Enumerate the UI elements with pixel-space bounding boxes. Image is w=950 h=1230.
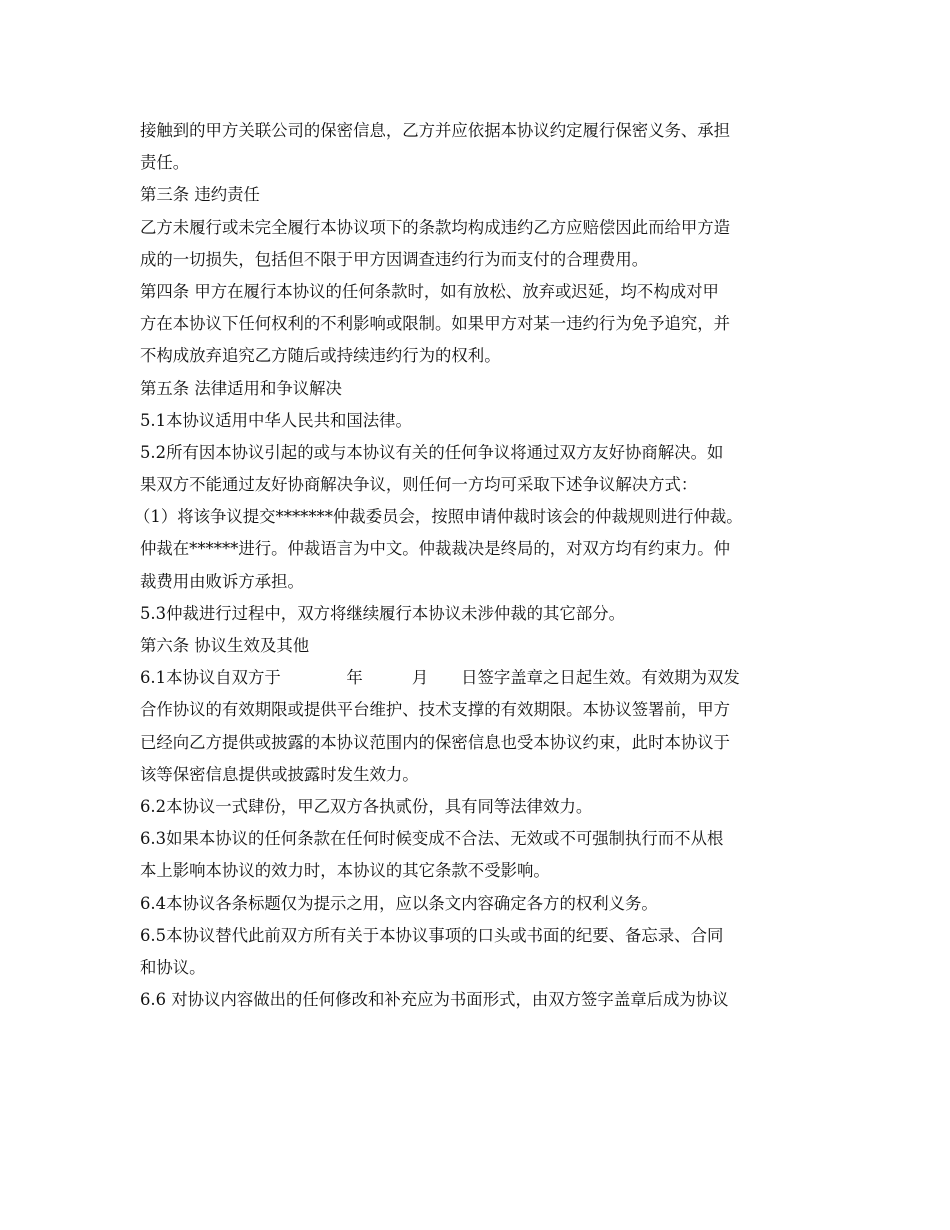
text-line: 该等保密信息提供或披露时发生效力。: [140, 764, 419, 784]
text-line: 责任。: [140, 153, 190, 173]
text-line: 本上影响本协议的效力时，本协议的其它条款不受影响。: [140, 861, 550, 881]
text-line: 5.1本协议适用中华人民共和国法律。: [140, 410, 412, 430]
text-line: 方在本协议下任何权利的不利影响或限制。如果甲方对某一违约行为免予追究，并: [140, 314, 731, 334]
text-line: 和协议。: [140, 957, 206, 977]
text-line: 乙方未履行或未完全履行本协议项下的条款均构成违约乙方应赔偿因此而给甲方造: [140, 217, 731, 237]
text-line: 果双方不能通过友好协商解决争议，则任何一方均可采取下述争议解决方式：: [140, 475, 698, 495]
text-line: 不构成放弃追究乙方随后或持续违约行为的权利。: [140, 346, 501, 366]
text-line: 6.4本协议各条标题仅为提示之用，应以条文内容确定各方的权利义务。: [140, 893, 658, 913]
text-line: 已经向乙方提供或披露的本协议范围内的保密信息也受本协议约束，此时本协议于: [140, 732, 731, 752]
text-line: 6.6 对协议内容做出的任何修改和补充应为书面形式，由双方签字盖章后成为协议: [140, 990, 729, 1010]
text-line: 成的一切损失，包括但不限于甲方因调查违约行为而支付的合理费用。: [140, 249, 649, 269]
text-line: 第四条 甲方在履行本协议的任何条款时，如有放松、放弃或迟延，均不构成对甲: [140, 281, 719, 301]
text-line: 合作协议的有效期限或提供平台维护、技术支撑的有效期限。本协议签署前，甲方: [140, 700, 731, 720]
text-line: （1）将该争议提交*******仲裁委员会，按照申请仲裁时该会的仲裁规则进行仲裁。: [134, 507, 743, 527]
text-line: 5.2所有因本协议引起的或与本协议有关的任何争议将通过双方友好协商解决。如: [140, 442, 724, 462]
text-line: 6.5本协议替代此前双方所有关于本协议事项的口头或书面的纪要、备忘录、合同: [140, 925, 724, 945]
text-line: 5.3仲裁进行过程中，双方将继续履行本协议未涉仲裁的其它部分。: [140, 603, 626, 623]
text-line: 6.1本协议自双方于 年 月 日签字盖章之日起生效。有效期为双发: [140, 668, 740, 688]
article-heading: 第六条 协议生效及其他: [140, 636, 310, 655]
text-line: 6.3如果本协议的任何条款在任何时候变成不合法、无效或不可强制执行而不从根: [140, 829, 724, 849]
text-line: 裁费用由败诉方承担。: [140, 571, 304, 591]
document-body: [134, 115, 820, 1016]
article-heading: 第五条 法律适用和争议解决: [140, 378, 342, 398]
article-heading: 第三条 违约责任: [140, 185, 260, 205]
text-line: 6.2本协议一式肆份，甲乙双方各执贰份，具有同等法律效力。: [140, 796, 593, 816]
text-line: 仲裁在******进行。仲裁语言为中文。仲裁裁决是终局的，对双方均有约束力。仲: [140, 539, 731, 559]
text-line: 接触到的甲方关联公司的保密信息，乙方并应依据本协议约定履行保密义务、承担: [140, 121, 731, 140]
